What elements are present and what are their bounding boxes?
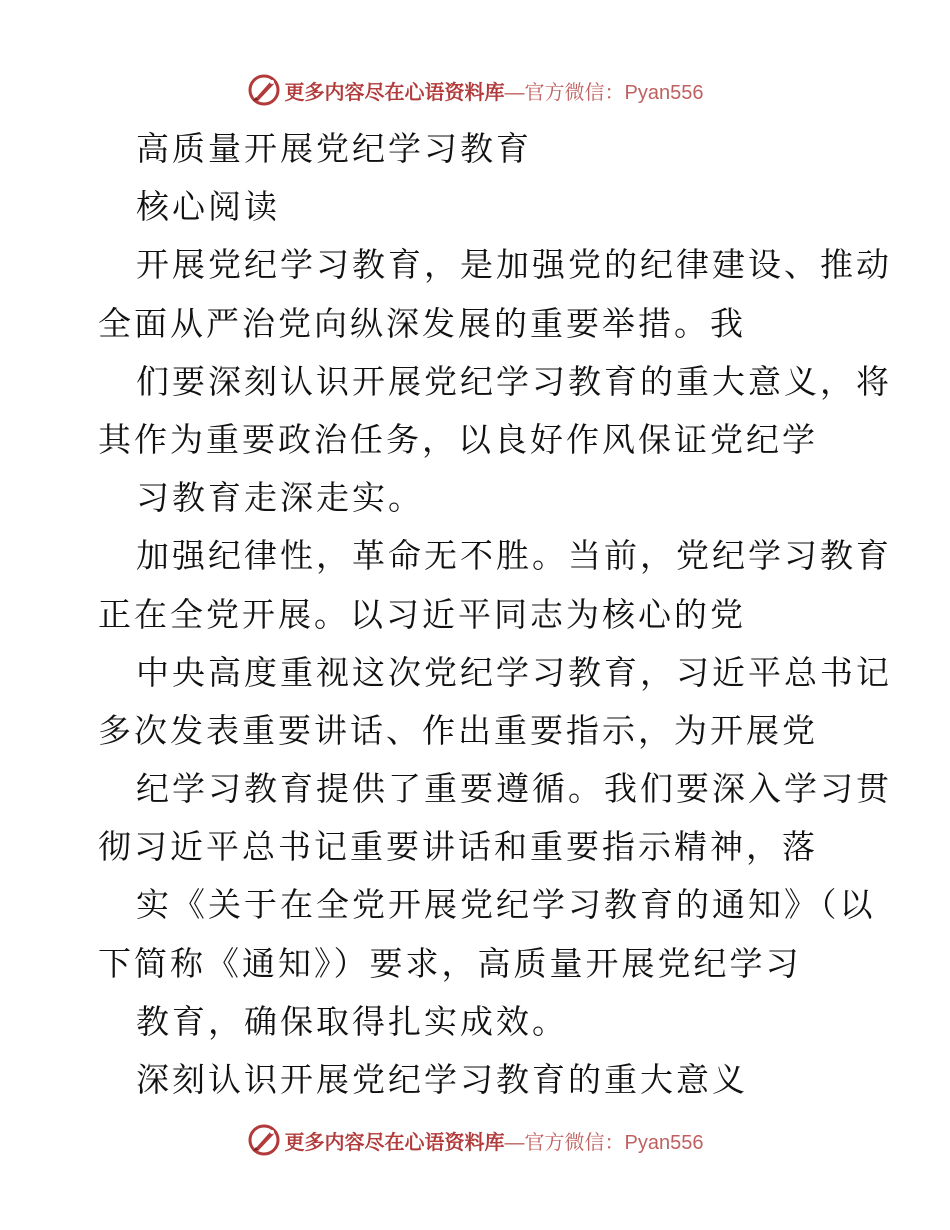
paragraph-line: 多次发表重要讲话、作出重要指示，为开展党 [98,710,818,750]
footer-banner [0,1120,950,1160]
header-banner [0,70,950,110]
paragraph-line: 们要深刻认识开展党纪学习教育的重大意义，将 [136,361,892,401]
section-heading: 深刻认识开展党纪学习教育的重大意义 [136,1060,748,1099]
section-heading: 核心阅读 [136,187,280,227]
paragraph-line: 教育，确保取得扎实成效。 [136,1001,568,1041]
paragraph-line: 中央高度重视这次党纪学习教育，习近平总书记 [136,652,892,692]
document-title: 高质量开展党纪学习教育 [136,129,532,168]
paragraph-line: 习教育走深走实。 [136,478,424,518]
paragraph-line: 其作为重要政治任务，以良好作风保证党纪学 [98,419,818,459]
document-body [98,120,892,1109]
feather-pen-logo-icon [247,1123,281,1157]
paragraph-line: 纪学习教育提供了重要遵循。我们要深入学习贯 [136,769,892,809]
paragraph-line: 彻习近平总书记重要讲话和重要指示精神，落 [98,827,818,867]
paragraph-line: 正在全党开展。以习近平同志为核心的党 [98,594,746,634]
paragraph-line: 实《关于在全党开展党纪学习教育的通知》（以 [136,885,876,925]
paragraph-line: 下简称《通知》）要求，高质量开展党纪学习 [98,943,802,983]
paragraph-line: 开展党纪学习教育，是加强党的纪律建设、推动 [136,245,892,285]
footer-banner-contact: —官方微信：Pyan556 [504,1131,704,1154]
paragraph-line: 全面从严治党向纵深发展的重要举措。我 [98,303,746,343]
header-banner-contact: —官方微信：Pyan556 [504,81,704,104]
feather-pen-logo-icon [247,73,281,107]
footer-banner-text: 更多内容尽在心语资料库 [284,1131,505,1154]
header-banner-text: 更多内容尽在心语资料库 [284,81,505,104]
paragraph-line: 加强纪律性，革命无不胜。当前，党纪学习教育 [136,536,892,576]
